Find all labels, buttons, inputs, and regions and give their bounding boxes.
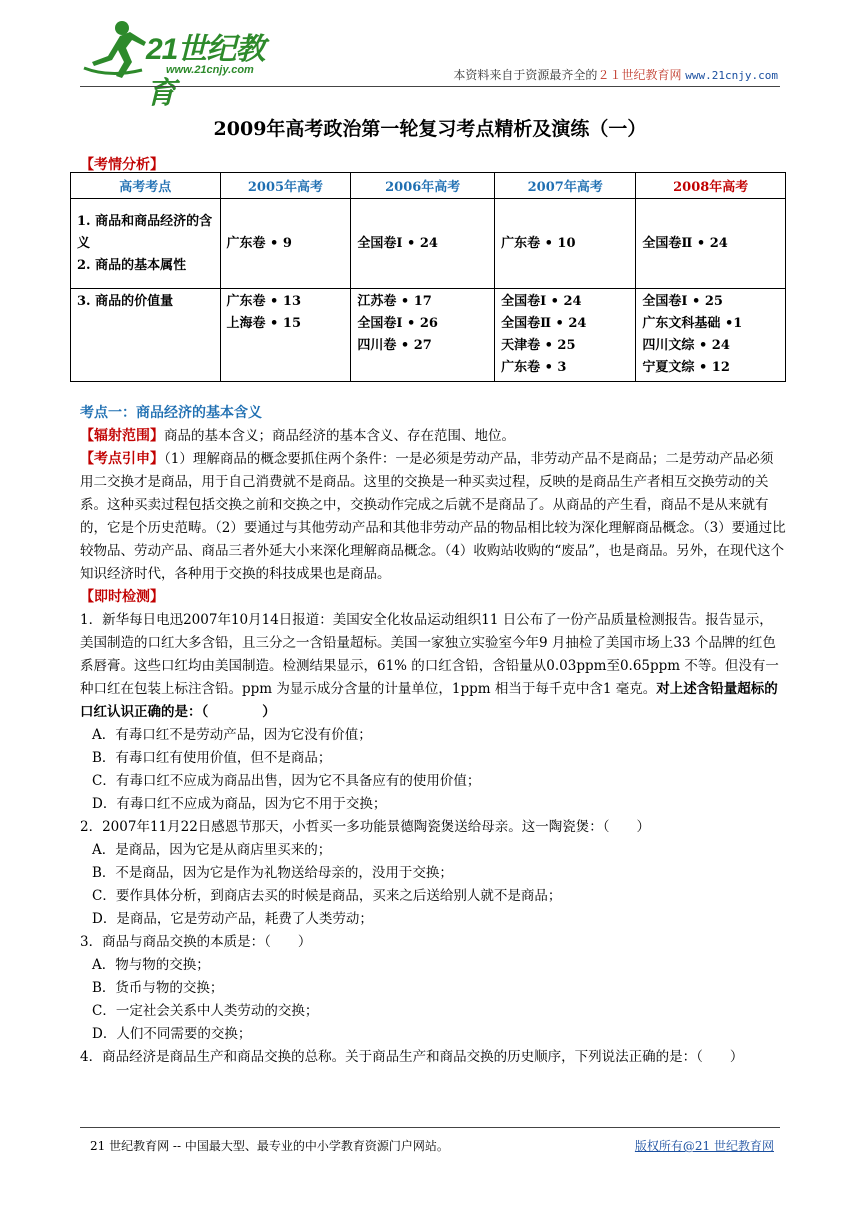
question-stem: 2．2007年11月22日感恩节那天，小哲买一多功能景德陶瓷煲送给母亲。这一陶瓷煲：（ ） [80, 819, 651, 835]
source-site-link[interactable]: ２１世纪教育网 [597, 68, 682, 82]
table-cell [71, 199, 221, 289]
cell-text: 1. 商品和商品经济的含义 2. 商品的基本属性 [77, 213, 213, 273]
cell-text: 3. 商品的价值量 [77, 294, 174, 309]
table-header-cell: 2005年高考 [220, 173, 351, 199]
site-logo[interactable] [80, 18, 290, 110]
table-header-cell: 2006年高考 [351, 173, 495, 199]
table-header-cell: 2008年高考 [636, 173, 786, 199]
guide-paragraph [80, 448, 786, 586]
content-body [80, 402, 786, 1069]
table-header-cell: 2007年高考 [495, 173, 636, 199]
option-item: B．货币与物的交换； [92, 980, 224, 996]
option-item: D．人们不同需要的交换； [92, 1026, 252, 1042]
question-stem: 4．商品经济是商品生产和商品交换的总称。关于商品生产和商品交换的历史顺序，下列说法正确的是：（ ） [80, 1049, 744, 1065]
option-item: A．是商品，因为它是从商店里买来的； [92, 842, 332, 858]
cell-text: 全国卷Ⅱ • 24 [642, 235, 728, 251]
table-cell [636, 199, 786, 289]
header-divider [80, 86, 780, 87]
question-stem [80, 609, 786, 724]
table-cell [71, 289, 221, 382]
source-note [453, 66, 778, 83]
option-item: C．有毒口红不应成为商品出售，因为它不具备应有的使用价值； [92, 773, 481, 789]
option-item: A．物与物的交换； [92, 957, 210, 973]
option-item: B．不是商品，因为它是作为礼物送给母亲的，没用于交换； [92, 865, 453, 881]
cell-text: 江苏卷 • 17 全国卷Ⅰ • 26 四川卷 • 27 [357, 294, 438, 353]
option-item: D．有毒口红不应成为商品，因为它不用于交换； [92, 796, 387, 812]
question-stem: 3．商品与商品交换的本质是：（ ） [80, 934, 312, 950]
table-cell [351, 289, 495, 382]
cell-text: 广东卷 • 9 [226, 235, 292, 251]
source-url-link[interactable]: www.21cnjy.com [685, 69, 778, 82]
exam-table [70, 172, 786, 382]
footer-divider [80, 1127, 780, 1128]
logo-url: www.21cnjy.com [166, 64, 254, 76]
table-cell [351, 199, 495, 289]
guide-text: （1）理解商品的概念要抓住两个条件：一是必须是劳动产品，非劳动产品不是商品；二是劳动产品必须用二交换才是商品，用于自己消费就不是商品。这里的交换是一种买卖过程，反映的是商品生产者相互交换劳动的关系。这种买卖过程包括交换之前和交换之中，交换动作完成之后就不是商品了。从商品的产生看，商品不是从来就有的，它是个历史范畴。（2）要通过与其他劳动产品和其他非劳动产品的物品相比较为深化理解商品概念。（3）要通过比较物品、劳动产品、商品三者外延大小来深化理解商品概念。（4）收购站收购的“废品”，也是商品。另外，在现代这个知识经济时代，各种用于交换的科技成果也是商品。 [80, 451, 786, 582]
table-row [71, 199, 786, 289]
test-label: 【即时检测】 [80, 589, 164, 605]
guide-label: 【考点引申】 [80, 451, 164, 467]
option-item: D．是商品，它是劳动产品，耗费了人类劳动； [92, 911, 373, 927]
cell-text: 广东卷 • 13 上海卷 • 15 [226, 294, 301, 331]
page-title: 2009年高考政治第一轮复习考点精析及演练（一） [213, 118, 647, 140]
table-header-cell: 高考考点 [71, 173, 221, 199]
table-cell [495, 199, 636, 289]
table-cell [495, 289, 636, 382]
cell-text: 广东卷 • 10 [501, 235, 576, 251]
scope-text: 商品的基本含义；商品经济的基本含义、存在范围、地位。 [164, 428, 515, 444]
option-item: C．一定社会关系中人类劳动的交换； [92, 1003, 319, 1019]
page-header [80, 18, 780, 110]
question-bold-prompt: 对上述含铅量超标的口红认识正确的是：（ ） [80, 681, 778, 720]
cell-text: 全国卷Ⅰ • 25 广东文科基础 •1 四川文综 • 24 宁夏文综 • 12 [642, 294, 743, 375]
cell-text: 全国卷Ⅰ • 24 [357, 235, 438, 251]
question-text: 1．新华每日电迅2007年10月14日报道：美国安全化妆品运动组织11 日公布了一份产品质量检测报告。报告显示，美国制造的口红大多含铅，且三分之一含铅量超标。美国一家独立实验室今年9 月抽检了美国市场上33 个品牌的红色系唇膏。这些口红均由美国制造。检测结果显示，61% 的口红含铅，含铅量从0.03ppm至0.65ppm 不等。但没有一种口红在包装上标注含铅。ppm 为显示成分含量的计量单位，1ppm 相当于每千克中含1 毫克。 [80, 612, 779, 697]
runner-logo-icon [80, 18, 150, 80]
scope-label: 【辐射范围】 [80, 428, 164, 444]
analysis-label: 【考情分析】 [80, 157, 164, 173]
option-item: C．要作具体分析，到商店去买的时候是商品，买来之后送给别人就不是商品； [92, 888, 562, 904]
logo-text: 21世纪教育 [146, 33, 265, 110]
table-header-row [71, 173, 786, 199]
footer-text: 21 世纪教育网 -- 中国最大型、最专业的中小学教育资源门户网站。 [90, 1139, 449, 1153]
source-prefix: 本资料来自于资源最齐全的 [453, 68, 598, 82]
option-item: A．有毒口红不是劳动产品，因为它没有价值； [92, 727, 372, 743]
table-cell [220, 199, 351, 289]
option-item: B．有毒口红有使用价值，但不是商品； [92, 750, 332, 766]
copyright-link[interactable]: 版权所有@21 世纪教育网 [634, 1139, 774, 1153]
point-title: 考点一：商品经济的基本含义 [80, 405, 262, 421]
cell-text: 全国卷Ⅰ • 24 全国卷Ⅱ • 24 天津卷 • 25 广东卷 • 3 [501, 294, 587, 375]
table-cell [220, 289, 351, 382]
table-cell [636, 289, 786, 382]
scope-paragraph [80, 425, 786, 448]
table-row [71, 289, 786, 382]
